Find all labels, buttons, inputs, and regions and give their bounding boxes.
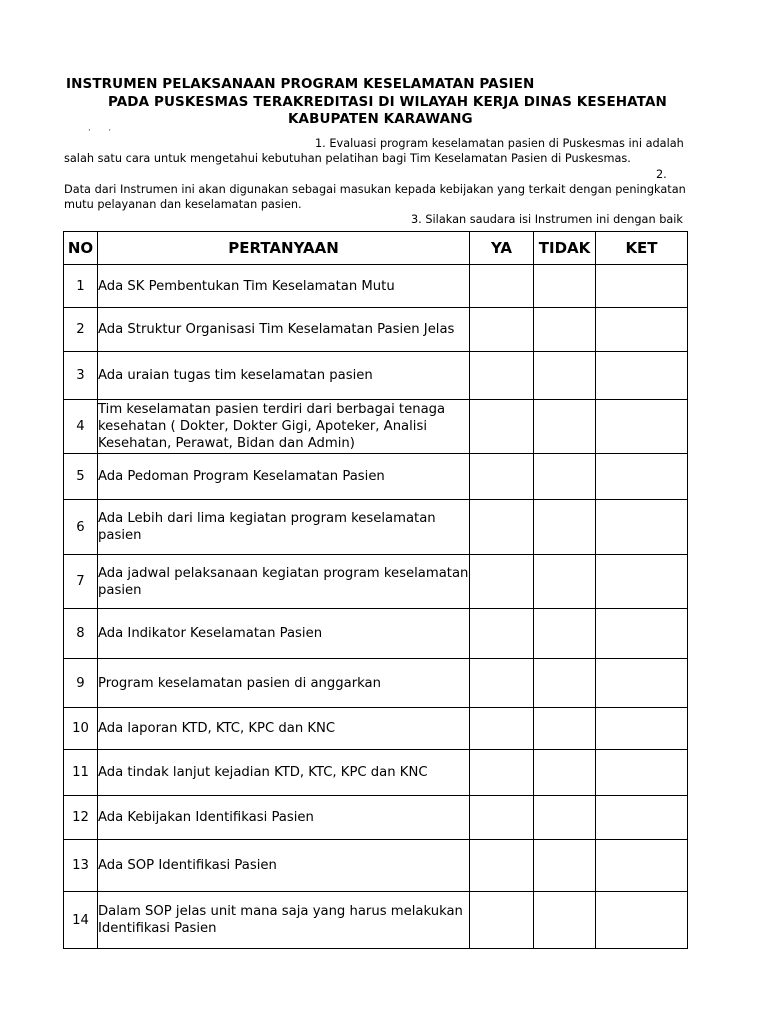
- answer-yes-cell[interactable]: [470, 308, 534, 352]
- row-number: 5: [64, 454, 98, 500]
- table-row: [64, 500, 688, 555]
- header-no-answer: TIDAK: [534, 232, 596, 265]
- note-cell[interactable]: [596, 400, 688, 454]
- row-number: 2: [64, 308, 98, 352]
- answer-no-cell[interactable]: [534, 265, 596, 308]
- row-number: 12: [64, 796, 98, 840]
- answer-yes-cell[interactable]: [470, 500, 534, 555]
- table-row: [64, 708, 688, 750]
- answer-yes-cell[interactable]: [470, 892, 534, 949]
- table-row: [64, 265, 688, 308]
- answer-no-cell[interactable]: [534, 308, 596, 352]
- row-number: 4: [64, 400, 98, 454]
- instruction-2-number: 2.: [656, 168, 667, 181]
- note-cell[interactable]: [596, 555, 688, 609]
- answer-yes-cell[interactable]: [470, 796, 534, 840]
- stray-mark: ’ ’: [88, 128, 111, 137]
- questionnaire-table: [63, 231, 688, 949]
- note-cell[interactable]: [596, 609, 688, 659]
- header-question: PERTANYAAN: [98, 232, 470, 265]
- answer-no-cell[interactable]: [534, 555, 596, 609]
- note-cell[interactable]: [596, 352, 688, 400]
- row-question: Tim keselamatan pasien terdiri dari berbagai tenaga kesehatan ( Dokter, Dokter Gigi, Apoteker, Analisi Kesehatan, Perawat, Bidan dan Admin): [98, 400, 470, 454]
- row-question: Ada SOP Identifikasi Pasien: [98, 840, 470, 892]
- note-cell[interactable]: [596, 500, 688, 555]
- table-row: [64, 555, 688, 609]
- header-note: KET: [596, 232, 688, 265]
- row-number: 14: [64, 892, 98, 949]
- answer-no-cell[interactable]: [534, 892, 596, 949]
- table-row: [64, 840, 688, 892]
- answer-yes-cell[interactable]: [470, 265, 534, 308]
- row-question: Ada laporan KTD, KTC, KPC dan KNC: [98, 708, 470, 750]
- row-number: 13: [64, 840, 98, 892]
- answer-yes-cell[interactable]: [470, 352, 534, 400]
- row-number: 1: [64, 265, 98, 308]
- row-question: Ada jadwal pelaksanaan kegiatan program keselamatan pasien: [98, 555, 470, 609]
- answer-yes-cell[interactable]: [470, 750, 534, 796]
- note-cell[interactable]: [596, 454, 688, 500]
- answer-no-cell[interactable]: [534, 352, 596, 400]
- row-question: Ada Indikator Keselamatan Pasien: [98, 609, 470, 659]
- note-cell[interactable]: [596, 750, 688, 796]
- instruction-2-line-2: mutu pelayanan dan keselamatan pasien.: [64, 198, 302, 211]
- answer-no-cell[interactable]: [534, 750, 596, 796]
- answer-yes-cell[interactable]: [470, 400, 534, 454]
- title-line-2: PADA PUSKESMAS TERAKREDITASI DI WILAYAH KERJA DINAS KESEHATAN: [108, 94, 667, 110]
- answer-yes-cell[interactable]: [470, 609, 534, 659]
- row-number: 11: [64, 750, 98, 796]
- row-question: Ada uraian tugas tim keselamatan pasien: [98, 352, 470, 400]
- row-question: Ada tindak lanjut kejadian KTD, KTC, KPC dan KNC: [98, 750, 470, 796]
- row-question: Ada Struktur Organisasi Tim Keselamatan Pasien Jelas: [98, 308, 470, 352]
- row-number: 7: [64, 555, 98, 609]
- note-cell[interactable]: [596, 308, 688, 352]
- answer-yes-cell[interactable]: [470, 659, 534, 708]
- table-row: [64, 796, 688, 840]
- answer-no-cell[interactable]: [534, 840, 596, 892]
- header-yes: YA: [470, 232, 534, 265]
- answer-yes-cell[interactable]: [470, 708, 534, 750]
- answer-no-cell[interactable]: [534, 400, 596, 454]
- instruction-3: 3. Silakan saudara isi Instrumen ini dengan baik: [411, 213, 683, 226]
- note-cell[interactable]: [596, 796, 688, 840]
- header-no: NO: [64, 232, 98, 265]
- note-cell[interactable]: [596, 708, 688, 750]
- row-number: 10: [64, 708, 98, 750]
- instruction-2-line-1: Data dari Instrumen ini akan digunakan sebagai masukan kepada kebijakan yang terkait dengan peningkatan: [64, 183, 686, 196]
- note-cell[interactable]: [596, 892, 688, 949]
- title-line-1: INSTRUMEN PELAKSANAAN PROGRAM KESELAMATAN PASIEN: [66, 76, 535, 92]
- table-row: [64, 892, 688, 949]
- answer-no-cell[interactable]: [534, 609, 596, 659]
- table-row: [64, 609, 688, 659]
- table-row: [64, 308, 688, 352]
- row-number: 6: [64, 500, 98, 555]
- table-row: [64, 352, 688, 400]
- answer-yes-cell[interactable]: [470, 454, 534, 500]
- row-question: Ada SK Pembentukan Tim Keselamatan Mutu: [98, 265, 470, 308]
- row-question: Ada Lebih dari lima kegiatan program keselamatan pasien: [98, 500, 470, 555]
- table-row: [64, 454, 688, 500]
- note-cell[interactable]: [596, 840, 688, 892]
- answer-no-cell[interactable]: [534, 708, 596, 750]
- row-question: Program keselamatan pasien di anggarkan: [98, 659, 470, 708]
- answer-no-cell[interactable]: [534, 659, 596, 708]
- table-header-row: [64, 232, 688, 265]
- answer-no-cell[interactable]: [534, 454, 596, 500]
- row-number: 9: [64, 659, 98, 708]
- instruction-1-line-2: salah satu cara untuk mengetahui kebutuhan pelatihan bagi Tim Keselamatan Pasien di Puskesmas.: [64, 152, 631, 165]
- row-question: Ada Kebijakan Identifikasi Pasien: [98, 796, 470, 840]
- table-row: [64, 400, 688, 454]
- note-cell[interactable]: [596, 265, 688, 308]
- note-cell[interactable]: [596, 659, 688, 708]
- table-row: [64, 659, 688, 708]
- table-row: [64, 750, 688, 796]
- answer-no-cell[interactable]: [534, 796, 596, 840]
- answer-no-cell[interactable]: [534, 500, 596, 555]
- row-question: Ada Pedoman Program Keselamatan Pasien: [98, 454, 470, 500]
- row-question: Dalam SOP jelas unit mana saja yang harus melakukan Identifikasi Pasien: [98, 892, 470, 949]
- instruction-1-line-1: 1. Evaluasi program keselamatan pasien di Puskesmas ini adalah: [315, 137, 684, 150]
- title-line-3: KABUPATEN KARAWANG: [288, 111, 473, 127]
- row-number: 3: [64, 352, 98, 400]
- row-number: 8: [64, 609, 98, 659]
- answer-yes-cell[interactable]: [470, 840, 534, 892]
- answer-yes-cell[interactable]: [470, 555, 534, 609]
